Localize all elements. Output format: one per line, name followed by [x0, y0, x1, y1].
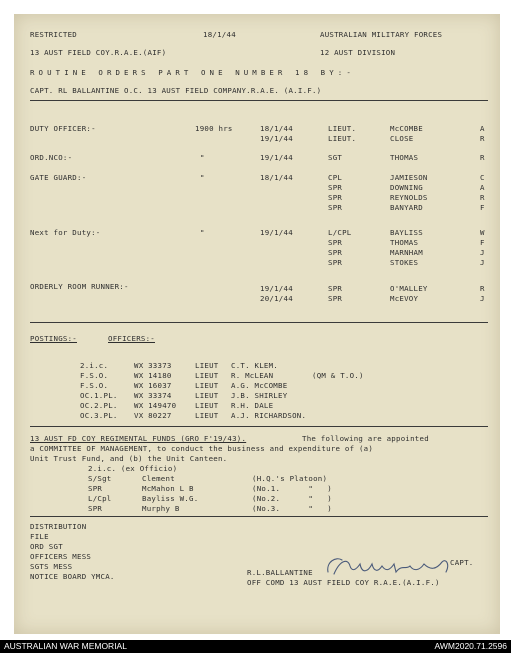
divider: [30, 516, 488, 517]
posting-name: A.G. McCOMBE: [231, 381, 288, 390]
posting-role: F.S.O.: [80, 371, 109, 380]
duty-name: CLOSE: [390, 134, 414, 143]
duty-code: R: [480, 153, 485, 162]
duty-code: W: [480, 228, 485, 237]
division-name: 12 AUST DIVISION: [320, 48, 396, 57]
distribution-line: ORD SGT: [30, 542, 63, 551]
signatory-rank: CAPT.: [450, 558, 474, 567]
posting-number: WX 16037: [134, 381, 172, 390]
duty-name: McEVOY: [390, 294, 419, 303]
duty-rank: SGT: [328, 153, 343, 162]
duty-code: A: [480, 124, 485, 133]
distribution-line: DISTRIBUTION: [30, 522, 87, 531]
duty-officer-label: DUTY OFFICER:-: [30, 124, 96, 133]
handwritten-signature: [322, 550, 462, 584]
distribution-line: OFFICERS MESS: [30, 552, 92, 561]
ditto-mark: ": [200, 228, 205, 237]
committee-name: Murphy B: [142, 504, 180, 513]
posting-note: (QM & T.O.): [312, 371, 364, 380]
signatory-name: R.L.BALLANTINE: [247, 568, 313, 577]
duty-name: McCOMBE: [390, 124, 423, 133]
duty-code: J: [480, 258, 485, 267]
duty-date: 19/1/44: [260, 284, 293, 293]
duty-rank: CPL: [328, 173, 343, 182]
posting-number: WX 33374: [134, 391, 172, 400]
duty-date: 19/1/44: [260, 153, 293, 162]
committee-rank: SPR: [88, 504, 103, 513]
orderly-room-runner-label: ORDERLY ROOM RUNNER:-: [30, 282, 129, 291]
posting-rank: LIEUT: [195, 411, 219, 420]
committee-rank: L/Cpl: [88, 494, 112, 503]
next-for-duty-label: Next for Duty:-: [30, 228, 101, 237]
classification: RESTRICTED: [30, 30, 77, 39]
posting-role: OC.1.PL.: [80, 391, 118, 400]
duty-rank: SPR: [328, 183, 343, 192]
duty-rank: SPR: [328, 284, 343, 293]
posting-number: WX 33373: [134, 361, 172, 370]
duty-code: A: [480, 183, 485, 192]
committee-note: (No.2. " ): [252, 494, 332, 503]
document-title: ROUTINE ORDERS PART ONE NUMBER 18 BY:-: [30, 68, 355, 77]
ord-nco-label: ORD.NCO:-: [30, 153, 73, 162]
funds-line: a COMMITTEE OF MANAGEMENT, to conduct the business and expenditure of (a): [30, 444, 374, 453]
duty-code: C: [480, 173, 485, 182]
divider: [30, 100, 488, 101]
officers-label: OFFICERS:-: [108, 334, 155, 343]
posting-number: WX 14180: [134, 371, 172, 380]
posting-rank: LIEUT: [195, 391, 219, 400]
duty-name: THOMAS: [390, 153, 419, 162]
posting-role: OC.2.PL.: [80, 401, 118, 410]
issuer: CAPT. RL BALLANTINE O.C. 13 AUST FIELD COMPANY.R.A.E. (A.I.F.): [30, 86, 322, 95]
posting-rank: LIEUT: [195, 371, 219, 380]
postings-label: POSTINGS:-: [30, 334, 77, 343]
duty-date: 18/1/44: [260, 173, 293, 182]
org-name: AUSTRALIAN MILITARY FORCES: [320, 30, 443, 39]
posting-name: R.H. DALE: [231, 401, 274, 410]
posting-role: OC.3.PL.: [80, 411, 118, 420]
duty-name: BANYARD: [390, 203, 423, 212]
duty-code: F: [480, 203, 485, 212]
duty-code: F: [480, 238, 485, 247]
committee-name: Bayliss W.G.: [142, 494, 199, 503]
duty-rank: L/CPL: [328, 228, 352, 237]
posting-rank: LIEUT: [195, 381, 219, 390]
duty-code: R: [480, 284, 485, 293]
committee-rank: S/Sgt: [88, 474, 112, 483]
funds-line: The following are appointed: [302, 434, 429, 443]
posting-number: WX 149470: [134, 401, 177, 410]
committee-note: (H.Q.'s Platoon): [252, 474, 328, 483]
divider: [30, 322, 488, 323]
archive-name: AUSTRALIAN WAR MEMORIAL: [4, 641, 127, 651]
unit-name: 13 AUST FIELD COY.R.A.E.(AIF): [30, 48, 167, 57]
divider: [30, 426, 488, 427]
duty-name: BAYLISS: [390, 228, 423, 237]
duty-date: 18/1/44: [260, 124, 293, 133]
posting-role: F.S.O.: [80, 381, 109, 390]
duty-date: 20/1/44: [260, 294, 293, 303]
gate-guard-label: GATE GUARD:-: [30, 173, 87, 182]
funds-line: Unit Trust Fund, and (b) the Unit Canteen.: [30, 454, 228, 463]
duty-name: O'MALLEY: [390, 284, 428, 293]
posting-name: A.J. RICHARDSON.: [231, 411, 307, 420]
duty-name: DOWNING: [390, 183, 423, 192]
order-date: 18/1/44: [203, 30, 236, 39]
duty-rank: SPR: [328, 248, 343, 257]
archive-footer: [0, 640, 511, 653]
posting-rank: LIEUT: [195, 401, 219, 410]
duty-code: J: [480, 294, 485, 303]
duty-name: REYNOLDS: [390, 193, 428, 202]
signatory-title: OFF COMD 13 AUST FIELD COY R.A.E.(A.I.F.): [247, 578, 440, 587]
distribution-line: SGTS MESS: [30, 562, 73, 571]
duty-code: J: [480, 248, 485, 257]
distribution-line: NOTICE BOARD YMCA.: [30, 572, 115, 581]
committee-note: (No.1. " ): [252, 484, 332, 493]
duty-rank: SPR: [328, 294, 343, 303]
duty-rank: SPR: [328, 193, 343, 202]
posting-rank: LIEUT: [195, 361, 219, 370]
duty-rank: SPR: [328, 258, 343, 267]
duty-rank: SPR: [328, 203, 343, 212]
duty-date: 19/1/44: [260, 134, 293, 143]
duty-date: 19/1/44: [260, 228, 293, 237]
posting-name: J.B. SHIRLEY: [231, 391, 288, 400]
ditto-mark: ": [200, 173, 205, 182]
posting-name: C.T. KLEM.: [231, 361, 278, 370]
duty-code: R: [480, 193, 485, 202]
archive-reference: AWM2020.71.2596: [434, 641, 507, 651]
posting-name: R. McLEAN: [231, 371, 274, 380]
duty-name: MARNHAM: [390, 248, 423, 257]
document-page: [14, 14, 500, 634]
funds-line: 2.i.c. (ex Officio): [88, 464, 178, 473]
posting-role: 2.i.c.: [80, 361, 109, 370]
duty-rank: LIEUT.: [328, 124, 357, 133]
committee-rank: SPR: [88, 484, 103, 493]
duty-name: STOKES: [390, 258, 419, 267]
funds-heading: 13 AUST FD COY REGIMENTAL FUNDS (GRO F'19/43).: [30, 434, 247, 443]
committee-note: (No.3. " ): [252, 504, 332, 513]
duty-officer-time: 1900 hrs: [195, 124, 233, 133]
duty-code: R: [480, 134, 485, 143]
duty-name: THOMAS: [390, 238, 419, 247]
ditto-mark: ": [200, 153, 205, 162]
committee-name: Clement: [142, 474, 175, 483]
distribution-line: FILE: [30, 532, 49, 541]
posting-number: VX 80227: [134, 411, 172, 420]
duty-name: JAMIESON: [390, 173, 428, 182]
duty-rank: LIEUT.: [328, 134, 357, 143]
committee-name: McMahon L B: [142, 484, 194, 493]
duty-rank: SPR: [328, 238, 343, 247]
